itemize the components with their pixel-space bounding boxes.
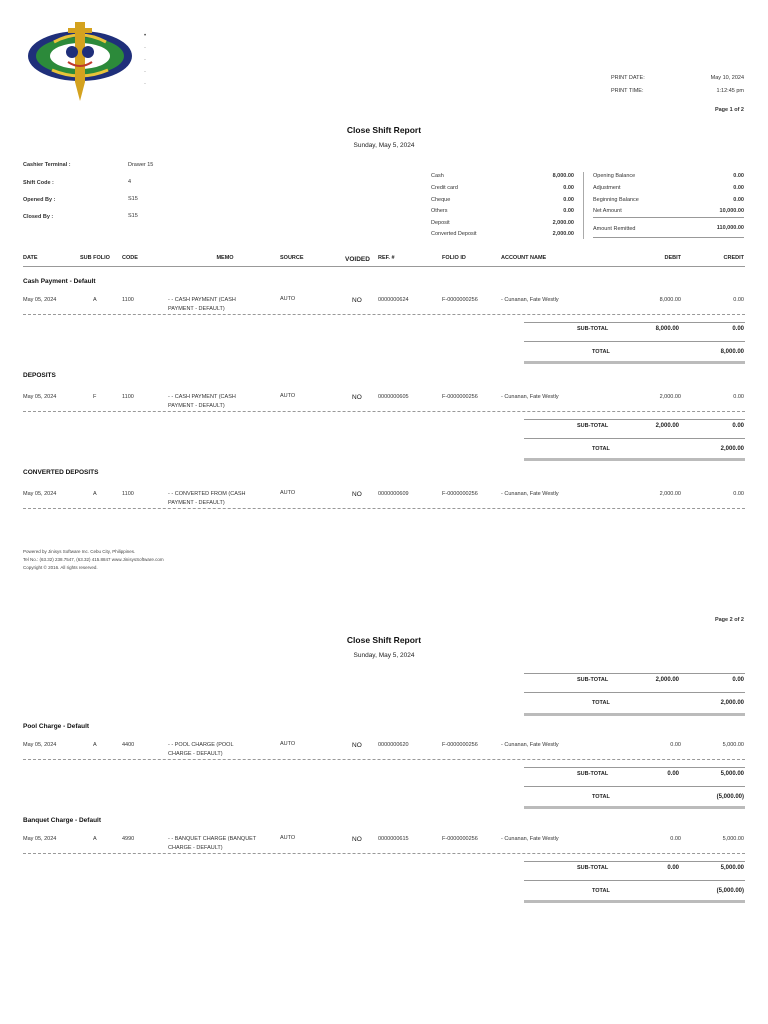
footer-line: Powered by Jinisys Software Inc. Cebu City, Philippines.: [23, 549, 136, 554]
subtotal-debit: 2,000.00: [655, 677, 679, 683]
balance-value: 0.00: [733, 197, 744, 203]
total-value: (5,000.00): [716, 794, 744, 800]
total-rule: [524, 880, 745, 881]
subtotal-debit: 8,000.00: [655, 326, 679, 332]
row-credit: 5,000.00: [722, 742, 744, 748]
subtotal-credit: 5,000.00: [720, 865, 744, 871]
row-rule: [23, 853, 745, 854]
col-date: DATE: [23, 255, 38, 261]
row-folio-id: F-0000000256: [442, 491, 478, 497]
payment-value: 0.00: [563, 197, 574, 203]
row-memo-line2: PAYMENT - DEFAULT): [168, 306, 225, 312]
row-account-name: - Cunanan, Fate Westly: [501, 394, 559, 400]
row-source: AUTO: [280, 835, 296, 841]
total-rule: [524, 341, 745, 342]
row-memo-line1: - - POOL CHARGE (POOL: [168, 742, 234, 748]
row-rule: [23, 314, 745, 315]
col-folio-id: FOLIO ID: [442, 255, 466, 261]
total-value: 2,000.00: [720, 446, 744, 452]
total-label: TOTAL: [592, 700, 610, 706]
logo-bullets: • · · · ·: [144, 33, 147, 87]
payment-label: Deposit: [431, 220, 450, 226]
payment-label: Credit card: [431, 185, 458, 191]
report-title: Close Shift Report: [346, 125, 422, 135]
row-debit: 0.00: [670, 742, 681, 748]
row-sub-folio: A: [93, 297, 97, 303]
print-date-value: May 10, 2024: [710, 75, 744, 81]
shift-code-value: 4: [128, 179, 132, 185]
total-rule: [524, 692, 745, 693]
total-label: TOTAL: [592, 888, 610, 894]
col-credit: CREDIT: [723, 255, 744, 261]
total-double-rule: [524, 361, 745, 364]
row-folio-id: F-0000000256: [442, 297, 478, 303]
row-memo-line2: CHARGE - DEFAULT): [168, 845, 223, 851]
col-ref: REF. #: [378, 255, 395, 261]
report-date: Sunday, May 5, 2024: [353, 142, 415, 149]
row-date: May 05, 2024: [23, 836, 57, 842]
row-credit: 5,000.00: [722, 836, 744, 842]
cashier-terminal-label: Cashier Terminal :: [23, 162, 71, 168]
section-title: DEPOSITS: [23, 372, 56, 379]
row-credit: 0.00: [733, 297, 744, 303]
row-memo-line2: PAYMENT - DEFAULT): [168, 403, 225, 409]
col-debit: DEBIT: [664, 255, 681, 261]
total-value: 2,000.00: [720, 700, 744, 706]
col-voided: VOIDED: [345, 256, 370, 263]
hotel-logo: [24, 22, 136, 102]
subtotal-rule: [524, 419, 745, 420]
row-account-name: - Cunanan, Fate Westly: [501, 297, 559, 303]
col-code: CODE: [122, 255, 138, 261]
payment-value: 0.00: [563, 185, 574, 191]
row-code: 4400: [122, 742, 135, 748]
report-date: Sunday, May 5, 2024: [353, 652, 415, 659]
row-rule: [23, 411, 745, 412]
row-memo-line2: CHARGE - DEFAULT): [168, 751, 223, 757]
col-memo: MEMO: [216, 255, 234, 261]
payment-value: 2,000.00: [552, 231, 574, 237]
summary-divider: [583, 172, 584, 239]
row-debit: 2,000.00: [659, 491, 681, 497]
row-ref: 0000000620: [378, 742, 409, 748]
subtotal-credit: 0.00: [732, 326, 744, 332]
payment-label: Cash: [431, 173, 444, 179]
row-credit: 0.00: [733, 394, 744, 400]
header-rule: [23, 266, 745, 267]
row-folio-id: F-0000000256: [442, 742, 478, 748]
row-date: May 05, 2024: [23, 297, 57, 303]
subtotal-rule: [524, 673, 745, 674]
payment-value: 0.00: [563, 208, 574, 214]
row-source: AUTO: [280, 393, 296, 399]
balance-value: 0.00: [733, 185, 744, 191]
row-memo-line1: - - CONVERTED FROM (CASH: [168, 491, 246, 497]
subtotal-debit: 0.00: [667, 771, 679, 777]
row-code: 1100: [122, 491, 134, 497]
balance-label: Amount Remitted: [593, 226, 636, 232]
total-label: TOTAL: [592, 446, 610, 452]
print-time-label: PRINT TIME:: [611, 88, 644, 94]
subtotal-rule: [524, 861, 745, 862]
row-account-name: - Cunanan, Fate Westly: [501, 491, 559, 497]
balance-value: 0.00: [733, 173, 744, 179]
row-code: 4990: [122, 836, 135, 842]
total-value: (5,000.00): [716, 888, 744, 894]
page-number: Page 2 of 2: [714, 617, 744, 623]
subtotal-credit: 0.00: [732, 423, 744, 429]
row-debit: 2,000.00: [659, 394, 681, 400]
row-ref: 0000000609: [378, 491, 409, 497]
row-source: AUTO: [280, 490, 296, 496]
subtotal-label: SUB-TOTAL: [577, 423, 609, 429]
row-folio-id: F-0000000256: [442, 394, 478, 400]
row-account-name: - Cunanan, Fate Westly: [501, 742, 559, 748]
col-source: SOURCE: [280, 255, 304, 261]
balance-label: Beginning Balance: [593, 197, 639, 203]
total-double-rule: [524, 900, 745, 903]
row-source: AUTO: [280, 741, 296, 747]
balance-value: 110,000.00: [716, 225, 744, 231]
balance-rule: [593, 217, 744, 218]
row-sub-folio: A: [93, 742, 97, 748]
print-date-label: PRINT DATE:: [611, 75, 645, 81]
shift-code-label: Shift Code :: [23, 180, 54, 186]
row-memo-line1: - - CASH PAYMENT (CASH: [168, 297, 236, 303]
opened-by-label: Opened By :: [23, 197, 56, 203]
row-rule: [23, 759, 745, 760]
row-voided: NO: [352, 742, 362, 749]
row-code: 1100: [122, 297, 134, 303]
subtotal-debit: 0.00: [667, 865, 679, 871]
footer-line: Tel No.: (63.32) 238.7547, (63.32) 415.8847 www.JinisysSoftware.com: [23, 557, 164, 562]
balance-label: Opening Balance: [593, 173, 636, 179]
subtotal-rule: [524, 322, 745, 323]
section-title: Banquet Charge - Default: [23, 817, 102, 824]
total-double-rule: [524, 458, 745, 461]
subtotal-rule: [524, 767, 745, 768]
row-ref: 0000000624: [378, 297, 409, 303]
row-credit: 0.00: [733, 491, 744, 497]
payment-value: 2,000.00: [552, 220, 574, 226]
balance-value: 10,000.00: [719, 208, 744, 214]
row-source: AUTO: [280, 296, 296, 302]
total-label: TOTAL: [592, 794, 610, 800]
row-folio-id: F-0000000256: [442, 836, 478, 842]
print-time-value: 1:12:45 pm: [716, 88, 744, 94]
report-title: Close Shift Report: [346, 635, 422, 645]
cashier-terminal-value: Drawer 15: [128, 162, 154, 168]
row-debit: 0.00: [670, 836, 681, 842]
row-date: May 05, 2024: [23, 491, 57, 497]
section-title: Pool Charge - Default: [23, 723, 90, 730]
row-sub-folio: A: [93, 491, 97, 497]
total-label: TOTAL: [592, 349, 610, 355]
subtotal-debit: 2,000.00: [655, 423, 679, 429]
subtotal-label: SUB-TOTAL: [577, 771, 609, 777]
total-double-rule: [524, 806, 745, 809]
opened-by-value: S15: [128, 196, 138, 202]
col-account-name: ACCOUNT NAME: [501, 255, 547, 261]
row-memo-line2: PAYMENT - DEFAULT): [168, 500, 225, 506]
balance-label: Net Amount: [593, 208, 622, 214]
row-account-name: - Cunanan, Fate Westly: [501, 836, 559, 842]
footer-line: Copyright © 2016. All rights reserved.: [23, 565, 98, 570]
row-ref: 0000000605: [378, 394, 409, 400]
total-double-rule: [524, 713, 745, 716]
row-voided: NO: [352, 836, 362, 843]
closed-by-label: Closed By :: [23, 214, 54, 220]
row-sub-folio: A: [93, 836, 97, 842]
subtotal-label: SUB-TOTAL: [577, 677, 609, 683]
balance-rule: [593, 237, 744, 238]
balance-label: Adjustment: [593, 185, 621, 191]
subtotal-credit: 0.00: [732, 677, 744, 683]
section-title: Cash Payment - Default: [23, 278, 96, 285]
row-code: 1100: [122, 394, 134, 400]
payment-label: Converted Deposit: [431, 231, 477, 237]
total-value: 8,000.00: [720, 349, 744, 355]
row-date: May 05, 2024: [23, 742, 57, 748]
col-sub-folio: SUB FOLIO: [80, 255, 110, 261]
payment-value: 8,000.00: [552, 173, 574, 179]
row-voided: NO: [352, 491, 362, 498]
subtotal-label: SUB-TOTAL: [577, 865, 609, 871]
section-title: CONVERTED DEPOSITS: [23, 469, 99, 476]
payment-label: Cheque: [431, 197, 451, 203]
row-rule: [23, 508, 745, 509]
row-voided: NO: [352, 394, 362, 401]
row-ref: 0000000615: [378, 836, 409, 842]
row-memo-line1: - - CASH PAYMENT (CASH: [168, 394, 236, 400]
page-number: Page 1 of 2: [714, 107, 744, 113]
subtotal-credit: 5,000.00: [720, 771, 744, 777]
row-memo-line1: - - BANQUET CHARGE (BANQUET: [168, 836, 257, 842]
row-debit: 8,000.00: [659, 297, 681, 303]
row-voided: NO: [352, 297, 362, 304]
row-date: May 05, 2024: [23, 394, 57, 400]
subtotal-label: SUB-TOTAL: [577, 326, 609, 332]
total-rule: [524, 438, 745, 439]
closed-by-value: S15: [128, 213, 138, 219]
row-sub-folio: F: [93, 394, 97, 400]
total-rule: [524, 786, 745, 787]
payment-label: Others: [431, 208, 448, 214]
